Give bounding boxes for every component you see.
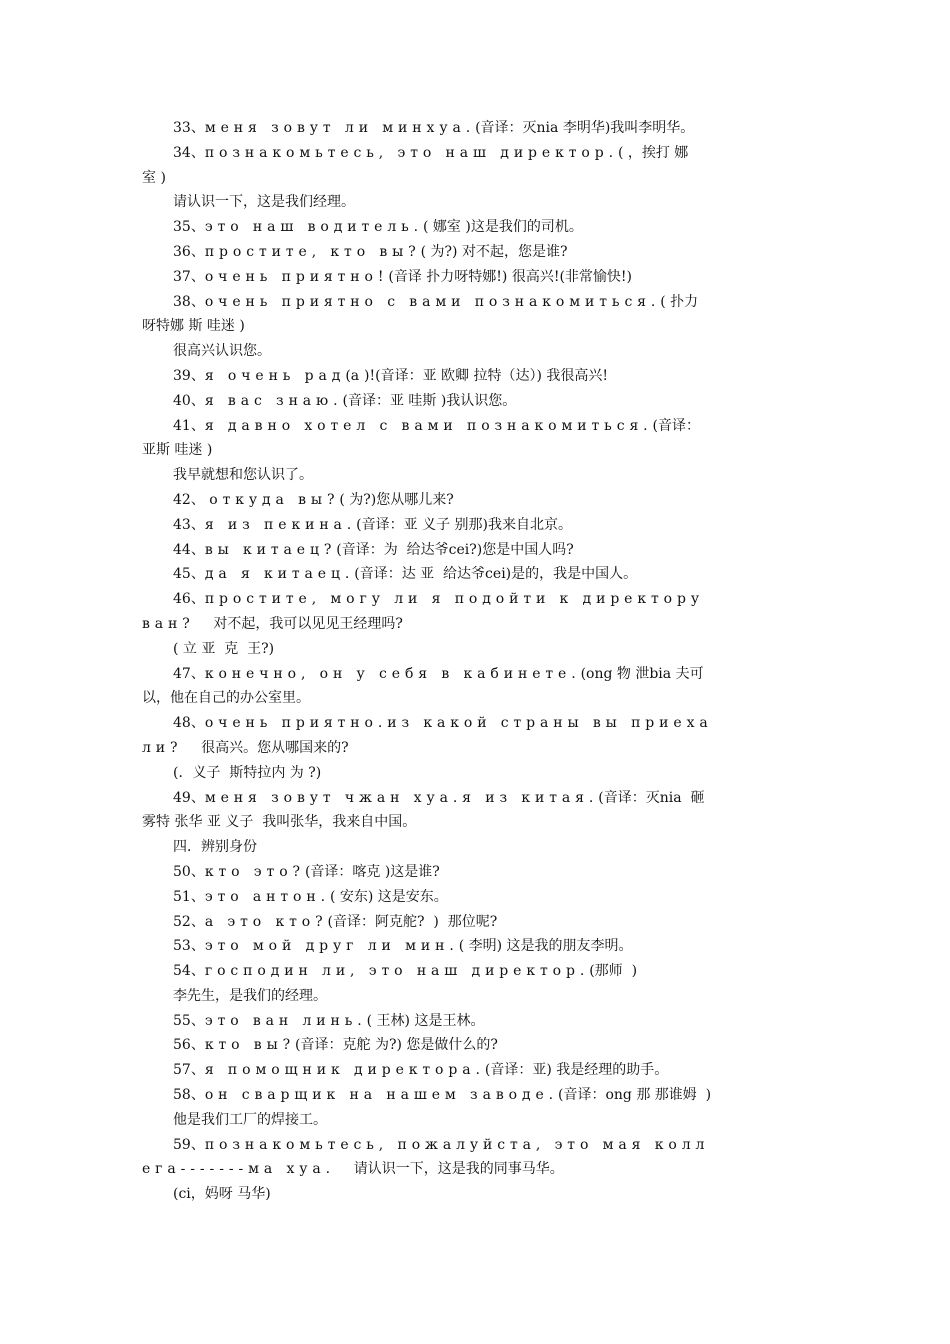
text-line: 49、меня зовут чжан хуа.я из китая.(音译：灭nia 砸 bbox=[173, 789, 705, 806]
russian-phrase: очень приятно! bbox=[204, 268, 389, 285]
text-line: 52、а это кто?(音译：阿克舵? ) 那位呢? bbox=[173, 913, 498, 930]
text-line: 我早就想和您认识了。 bbox=[173, 467, 313, 484]
russian-phrase: ван? bbox=[142, 615, 214, 632]
text-line: ( 立 亚 克 王?) bbox=[173, 640, 275, 657]
text-line: 56、кто вы?(音译：克舵 为?) 您是做什么的? bbox=[173, 1037, 498, 1054]
text-line: 35、это наш водитель.( 娜室 )这是我们的司机。 bbox=[173, 219, 583, 236]
russian-phrase: я вас знаю. bbox=[204, 392, 343, 409]
text-line: (．义子 斯特拉内 为 ?) bbox=[173, 764, 322, 781]
text-line: 李先生，是我们的经理。 bbox=[173, 987, 327, 1004]
text-line: 58、он сварщик на нашем заводе.(音译：ong 那 那谁姆 ) bbox=[173, 1087, 712, 1104]
text-line: 亚斯 哇迷 ) bbox=[142, 442, 213, 459]
text-line: 36、простите, кто вы?( 为?) 对不起，您是谁? bbox=[173, 243, 568, 260]
text-line: 呀特娜 斯 哇迷 ) bbox=[142, 318, 245, 335]
text-line: 室 ) bbox=[142, 169, 166, 186]
text-line: 44、вы китаец?(音译：为 给达爷cei?)您是中国人吗? bbox=[173, 541, 574, 558]
russian-phrase: познакомьтесь, это наш директор. bbox=[204, 144, 618, 161]
russian-phrase: я давно хотел с вами познакомиться. bbox=[204, 417, 653, 434]
text-line: 他是我们工厂的焊接工。 bbox=[173, 1111, 327, 1128]
russian-phrase: это антон. bbox=[204, 888, 330, 905]
russian-phrase: кто это? bbox=[204, 863, 305, 880]
russian-phrase: я из пекина. bbox=[204, 516, 357, 533]
russian-phrase: меня зовут ли минхуа. bbox=[204, 120, 476, 136]
text-line: 55、это ван линь.( 王林) 这是王林。 bbox=[173, 1012, 485, 1029]
text-line: 34、познакомьтесь, это наш директор.( ，挨打 娜 bbox=[173, 144, 689, 161]
text-line: 57、я помощник директора.(音译：亚) 我是经理的助手。 bbox=[173, 1062, 669, 1079]
text-line: 50、кто это?(音译：喀克 )这是谁? bbox=[173, 863, 440, 880]
text-line: 四．辨别身份 bbox=[173, 839, 257, 856]
russian-phrase: это ван линь. bbox=[204, 1012, 367, 1029]
text-line: ван? 对不起，我可以见见王经理吗? bbox=[142, 615, 403, 632]
text-line: 40、я вас знаю.(音译：亚 哇斯 )我认识您。 bbox=[173, 392, 517, 409]
text-line: 54、господин ли, это наш директор.(那师 ) bbox=[173, 963, 638, 980]
russian-phrase: откуда вы? bbox=[209, 491, 340, 508]
russian-phrase: очень приятно.из какой страны вы приеха bbox=[204, 715, 713, 732]
text-line: 47、конечно, он у себя в кабинете.(ong 物 泄bia 夫可 bbox=[173, 665, 704, 682]
russian-phrase: да я китаец. bbox=[204, 566, 355, 583]
text-line: 雾特 张华 亚 义子 我叫张华，我来自中国。 bbox=[142, 814, 417, 831]
text-line: 以，他在自己的办公室里。 bbox=[142, 690, 310, 707]
russian-phrase: а bbox=[350, 367, 365, 384]
text-line: ли? 很高兴。您从哪国来的? bbox=[142, 739, 349, 756]
russian-phrase: он сварщик на нашем заводе. bbox=[204, 1087, 559, 1104]
russian-phrase: я очень рад bbox=[204, 367, 346, 384]
text-line: 38、очень приятно с вами познакомиться.( 扑力 bbox=[173, 293, 699, 310]
text-line: 45、да я китаец.(音译：达 亚 给达爷cei)是的，我是中国人。 bbox=[173, 566, 638, 583]
russian-phrase: я помощник директора. bbox=[204, 1062, 485, 1079]
text-line: 51、это антон.( 安东) 这是安东。 bbox=[173, 888, 448, 905]
russian-phrase: ли? bbox=[142, 739, 202, 756]
text-line: 46、простите, могу ли я подойти к директору bbox=[173, 591, 704, 608]
russian-phrase: конечно, он у себя в кабинете. bbox=[204, 665, 581, 682]
text-line: 48、очень приятно.из какой страны вы приеха bbox=[173, 715, 713, 732]
text-line: 41、я давно хотел с вами познакомиться.(音译： bbox=[173, 417, 700, 434]
russian-phrase: меня зовут чжан хуа.я из китая. bbox=[204, 789, 599, 806]
russian-phrase: ега-------ма хуа. bbox=[142, 1161, 354, 1178]
russian-phrase: господин ли, это наш директор. bbox=[204, 963, 590, 980]
russian-phrase: а это кто? bbox=[204, 913, 328, 930]
text-line: ега-------ма хуа. 请认识一下，这是我的同事马华。 bbox=[142, 1161, 564, 1178]
russian-phrase: вы китаец? bbox=[204, 541, 337, 558]
text-line: 43、я из пекина.(音译：亚 义子 别那)我来自北京。 bbox=[173, 516, 572, 533]
text-line: 请认识一下，这是我们经理。 bbox=[173, 194, 355, 211]
text-line: 39、я очень рад(а)!(音译：亚 欧卿 拉特（达）) 我很高兴! bbox=[173, 367, 609, 384]
text-line: 很高兴认识您。 bbox=[173, 343, 271, 360]
russian-phrase: познакомьтесь, пожалуйста, это мая колл bbox=[204, 1136, 710, 1153]
text-line: (ci，妈呀 马华) bbox=[173, 1186, 271, 1203]
russian-phrase: это мой друг ли мин. bbox=[204, 938, 459, 955]
document-page bbox=[142, 116, 812, 1207]
russian-phrase: кто вы? bbox=[204, 1037, 296, 1054]
text-line: 33、меня зовут ли минхуа.(音译：灭nia 李明华)我叫李明华。 bbox=[173, 120, 695, 136]
text-line: 53、это мой друг ли мин.( 李明) 这是我的朋友李明。 bbox=[173, 938, 633, 955]
text-line: 42、 откуда вы?( 为?)您从哪儿来? bbox=[173, 491, 454, 508]
russian-phrase: простите, кто вы? bbox=[204, 243, 421, 260]
text-line: 37、очень приятно!(音译 扑力呀特娜!) 很高兴!(非常愉快!) bbox=[173, 268, 633, 285]
russian-phrase: простите, могу ли я подойти к директору bbox=[204, 591, 704, 608]
russian-phrase: очень приятно с вами познакомиться. bbox=[204, 293, 661, 310]
text-line: 59、познакомьтесь, пожалуйста, это мая колл bbox=[173, 1136, 710, 1153]
russian-phrase: это наш водитель. bbox=[204, 219, 423, 236]
